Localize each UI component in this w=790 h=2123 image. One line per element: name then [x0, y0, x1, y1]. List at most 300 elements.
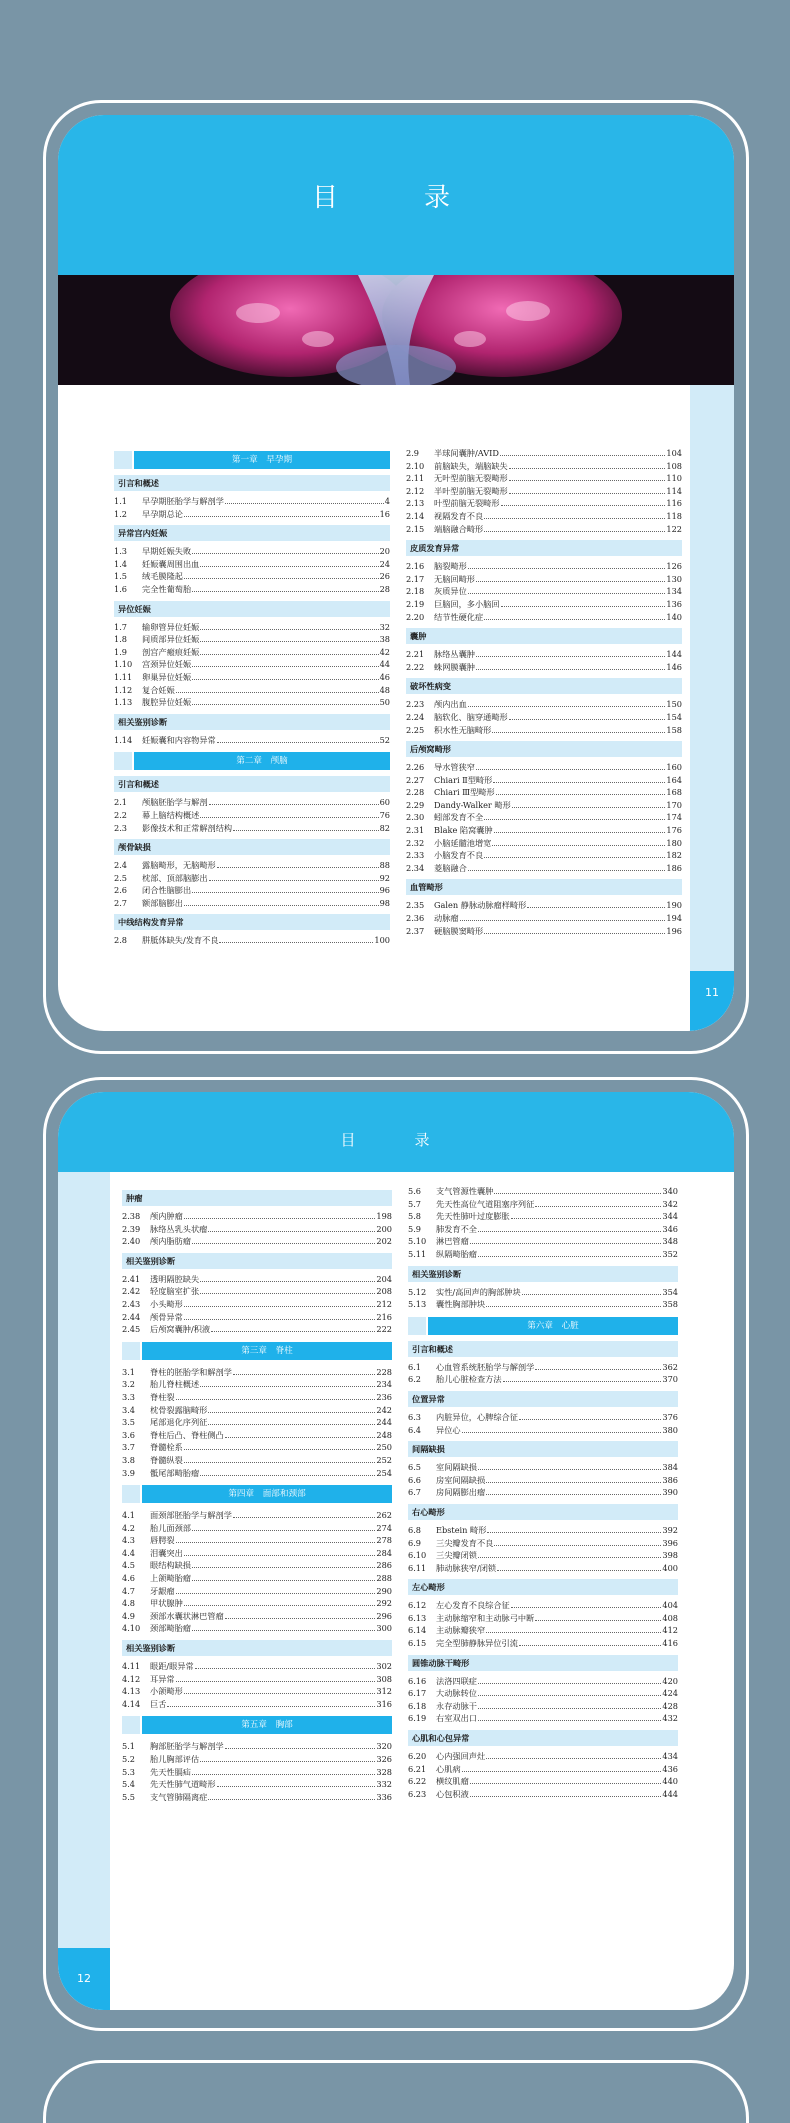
toc-entry[interactable] [114, 558, 390, 571]
toc-entry[interactable] [122, 1547, 392, 1560]
toc-entry[interactable] [408, 1235, 678, 1248]
dot-leader [478, 1687, 661, 1696]
dot-leader [535, 1198, 661, 1207]
dot-leader [478, 1461, 661, 1470]
entry-number: 4.4 [122, 1547, 136, 1558]
toc-entry[interactable] [122, 1597, 392, 1610]
toc-entry[interactable] [114, 621, 390, 634]
entry-title: 无叶型前脑无裂畸形 [434, 473, 508, 484]
entry-page: 234 [376, 1379, 392, 1390]
dot-leader [468, 560, 666, 569]
toc-entry[interactable] [408, 1461, 678, 1474]
toc-entry[interactable] [122, 1791, 392, 1804]
section-heading[interactable]: 相关鉴别诊断 [122, 1640, 392, 1656]
section-heading[interactable]: 引言和概述 [114, 776, 390, 792]
section-heading[interactable]: 后颅窝畸形 [406, 741, 682, 757]
toc-entry[interactable] [408, 1210, 678, 1223]
dot-leader [184, 1311, 376, 1320]
entry-number: 2.36 [406, 913, 425, 924]
entry-title: 脊髓纵裂 [150, 1454, 183, 1465]
entry-title: 小头畸形 [150, 1298, 183, 1309]
toc-entry[interactable] [114, 545, 390, 558]
toc-entry[interactable] [122, 1273, 392, 1286]
entry-page: 202 [376, 1236, 392, 1247]
dot-leader [470, 1775, 662, 1784]
toc-entry[interactable] [114, 796, 390, 809]
entry-number: 5.12 [408, 1286, 427, 1297]
entry-page: 122 [666, 523, 682, 534]
dot-leader [496, 786, 666, 795]
toc-entry[interactable] [406, 862, 682, 875]
entry-number: 3.3 [122, 1391, 136, 1402]
toc-entry[interactable] [122, 1522, 392, 1535]
dot-leader [512, 799, 666, 808]
toc-entry[interactable] [122, 1660, 392, 1673]
entry-number: 2.8 [114, 935, 128, 946]
entry-number: 6.8 [408, 1524, 422, 1535]
toc-entry[interactable] [114, 684, 390, 697]
toc-entry[interactable] [114, 495, 390, 508]
dot-leader [195, 1660, 376, 1669]
toc-entry[interactable] [408, 1750, 678, 1763]
chapter-heading [114, 451, 390, 469]
entry-title: 主动脉缩窄和主动脉弓中断 [436, 1612, 535, 1623]
section-heading[interactable]: 右心畸形 [408, 1504, 678, 1520]
entry-page: 320 [376, 1741, 392, 1752]
entry-title: 影像技术和正常解剖结构 [142, 822, 233, 833]
entry-title: 端脑融合畸形 [434, 523, 484, 534]
chapter-title[interactable]: 第四章 面部和颈部 [142, 1485, 392, 1503]
entry-title: 颅骨异常 [150, 1311, 183, 1322]
toc-entry[interactable] [122, 1610, 392, 1623]
page-1-side-bar [690, 385, 734, 1031]
toc-entry[interactable] [406, 824, 682, 837]
toc-entry[interactable] [122, 1685, 392, 1698]
entry-title: 巨舌 [150, 1698, 167, 1709]
toc-entry[interactable] [408, 1185, 678, 1198]
toc-entry[interactable] [406, 912, 682, 925]
toc-entry[interactable] [122, 1391, 392, 1404]
toc-entry[interactable] [122, 1298, 392, 1311]
dot-leader [208, 1223, 375, 1232]
toc-entry[interactable] [406, 560, 682, 573]
toc-entry[interactable] [122, 1778, 392, 1791]
toc-entry[interactable] [406, 661, 682, 674]
toc-entry[interactable] [408, 1775, 678, 1788]
section-heading[interactable]: 引言和概述 [114, 475, 390, 491]
toc-entry[interactable] [114, 646, 390, 659]
toc-entry[interactable] [406, 786, 682, 799]
entry-page: 174 [666, 812, 682, 823]
dot-leader [468, 585, 666, 594]
entry-page: 392 [662, 1524, 678, 1535]
toc-entry[interactable] [114, 884, 390, 897]
toc-entry[interactable] [114, 696, 390, 709]
toc-entry[interactable] [406, 849, 682, 862]
entry-number: 1.2 [114, 508, 128, 519]
entry-title: 宫颈异位妊娠 [142, 659, 192, 670]
toc-entry[interactable] [406, 761, 682, 774]
entry-page: 262 [376, 1510, 392, 1521]
section-heading[interactable]: 异位妊娠 [114, 601, 390, 617]
toc-entry[interactable] [114, 734, 390, 747]
toc-entry[interactable] [114, 897, 390, 910]
entry-page: 412 [662, 1625, 678, 1636]
section-heading[interactable]: 肿瘤 [122, 1190, 392, 1206]
toc-entry[interactable] [122, 1378, 392, 1391]
dot-leader [184, 1547, 376, 1556]
entry-title: 颅内肿瘤 [150, 1211, 183, 1221]
toc-entry[interactable] [122, 1698, 392, 1711]
entry-page: 440 [662, 1776, 678, 1787]
entry-title: 法洛四联症 [436, 1675, 477, 1686]
entry-page: 332 [376, 1779, 392, 1790]
toc-entry[interactable] [114, 822, 390, 835]
toc-entry[interactable] [122, 1740, 392, 1753]
toc-entry[interactable] [406, 447, 682, 460]
toc-entry[interactable] [408, 1361, 678, 1374]
toc-entry[interactable] [408, 1373, 678, 1386]
toc-entry[interactable] [122, 1223, 392, 1236]
entry-page: 186 [666, 862, 682, 873]
entry-page: 158 [666, 724, 682, 735]
toc-entry[interactable] [114, 570, 390, 583]
section-heading[interactable]: 相关鉴别诊断 [122, 1253, 392, 1269]
dot-leader [200, 809, 378, 818]
toc-entry[interactable] [122, 1572, 392, 1585]
chapter-marker [114, 752, 132, 770]
toc-entry[interactable] [406, 811, 682, 824]
entry-page: 42 [379, 646, 390, 657]
entry-title: 后颅窝囊肿/积液 [150, 1324, 211, 1335]
entry-title: 蛛网膜囊肿 [434, 661, 475, 672]
entry-page: 4 [384, 496, 390, 506]
entry-page: 424 [662, 1688, 678, 1699]
toc-entry[interactable] [122, 1235, 392, 1248]
dot-leader [184, 897, 379, 906]
entry-title: Chiari Ⅱ型畸形 [434, 774, 493, 785]
dot-leader [192, 884, 378, 893]
toc-entry[interactable] [122, 1467, 392, 1480]
section-heading[interactable]: 皮质发育异常 [406, 540, 682, 556]
toc-entry[interactable] [408, 1411, 678, 1424]
section-heading[interactable]: 相关鉴别诊断 [408, 1266, 678, 1282]
dot-leader [492, 724, 665, 733]
section-heading[interactable]: 引言和概述 [408, 1341, 678, 1357]
dot-leader [476, 761, 665, 770]
section-heading[interactable]: 破坏性病变 [406, 678, 682, 694]
toc-entry[interactable] [408, 1524, 678, 1537]
entry-number: 1.9 [114, 646, 128, 657]
entry-number: 6.14 [408, 1625, 427, 1636]
toc-entry[interactable] [122, 1323, 392, 1336]
entry-page: 76 [379, 809, 390, 820]
toc-entry[interactable] [114, 671, 390, 684]
entry-title: Ebstein 畸形 [436, 1524, 487, 1535]
toc-entry[interactable] [406, 799, 682, 812]
toc-entry[interactable] [406, 611, 682, 624]
entry-page: 194 [666, 913, 682, 924]
dot-leader [476, 661, 665, 670]
toc-entry[interactable] [408, 1712, 678, 1725]
toc-entry[interactable] [408, 1248, 678, 1261]
toc-entry[interactable] [122, 1622, 392, 1635]
entry-page: 126 [666, 561, 682, 572]
entry-title: Chiari Ⅲ型畸形 [434, 787, 495, 798]
dot-leader [519, 1637, 661, 1646]
entry-title: 支气管源性囊肿 [436, 1186, 494, 1196]
toc-entry[interactable] [122, 1509, 392, 1522]
dot-leader [192, 583, 378, 592]
entry-title: 永存动脉干 [436, 1700, 477, 1711]
section-heading[interactable]: 圆锥动脉干畸形 [408, 1655, 678, 1671]
section-heading[interactable]: 血管畸形 [406, 879, 682, 895]
toc-entry[interactable] [122, 1311, 392, 1324]
toc-entry[interactable] [406, 523, 682, 536]
toc-entry[interactable] [406, 485, 682, 498]
toc-entry[interactable] [122, 1416, 392, 1429]
toc-entry[interactable] [122, 1366, 392, 1379]
entry-title: 绒毛膜隆起 [142, 571, 183, 582]
entry-page: 136 [666, 598, 682, 609]
toc-entry[interactable] [408, 1788, 678, 1801]
section-heading[interactable]: 中线结构发育异常 [114, 914, 390, 930]
entry-number: 2.23 [406, 699, 425, 710]
toc-entry[interactable] [122, 1673, 392, 1686]
entry-number: 4.12 [122, 1673, 141, 1684]
dot-leader [468, 698, 666, 707]
toc-entry[interactable] [122, 1441, 392, 1454]
toc-entry[interactable] [406, 711, 682, 724]
entry-title: 耳异常 [150, 1673, 175, 1684]
entry-number: 3.8 [122, 1454, 136, 1465]
section-heading[interactable]: 位置异常 [408, 1391, 678, 1407]
entry-number: 4.2 [122, 1522, 136, 1533]
chapter-title[interactable]: 第一章 早孕期 [134, 451, 390, 469]
toc-entry[interactable] [408, 1424, 678, 1437]
entry-page: 198 [376, 1211, 392, 1221]
entry-page: 284 [376, 1547, 392, 1558]
toc-entry[interactable] [408, 1537, 678, 1550]
toc-entry[interactable] [408, 1637, 678, 1650]
entry-title: 菱脑融合 [434, 862, 467, 873]
toc-entry[interactable] [408, 1763, 678, 1776]
entry-page: 92 [379, 872, 390, 883]
entry-number: 3.9 [122, 1467, 136, 1478]
chapter-title[interactable]: 第五章 胸部 [142, 1716, 392, 1734]
entry-page: 436 [662, 1763, 678, 1774]
toc-entry[interactable] [114, 872, 390, 885]
dot-leader [176, 1391, 376, 1400]
chapter-title[interactable]: 第二章 颅脑 [134, 752, 390, 770]
entry-page: 380 [662, 1424, 678, 1435]
entry-page: 354 [662, 1286, 678, 1297]
toc-entry[interactable] [122, 1454, 392, 1467]
entry-title: 尾部退化序列征 [150, 1417, 208, 1428]
toc-entry[interactable] [408, 1549, 678, 1562]
toc-entry[interactable] [406, 497, 682, 510]
entry-number: 6.17 [408, 1688, 427, 1699]
toc-entry[interactable] [406, 472, 682, 485]
toc-entry[interactable] [114, 583, 390, 596]
entry-title: 面颈部胚胎学与解剖学 [150, 1510, 232, 1521]
entry-number: 2.43 [122, 1298, 141, 1309]
entry-number: 5.6 [408, 1186, 422, 1196]
entry-number: 2.33 [406, 850, 425, 861]
toc-entry[interactable] [408, 1198, 678, 1211]
toc-entry[interactable] [406, 774, 682, 787]
toc-entry[interactable] [406, 510, 682, 523]
toc-entry[interactable] [408, 1223, 678, 1236]
toc-entry[interactable] [114, 658, 390, 671]
dot-leader [184, 570, 379, 579]
section-heading[interactable]: 囊肿 [406, 628, 682, 644]
entry-number: 6.9 [408, 1537, 422, 1548]
toc-entry[interactable] [114, 809, 390, 822]
entry-page: 278 [376, 1535, 392, 1546]
dot-leader [200, 558, 378, 567]
entry-page: 176 [666, 825, 682, 836]
toc-entry[interactable] [408, 1486, 678, 1499]
toc-entry[interactable] [408, 1599, 678, 1612]
entry-title: 完全型肺静脉异位引流 [436, 1638, 518, 1649]
chapter-marker [122, 1485, 140, 1503]
toc-entry[interactable] [114, 934, 390, 947]
toc-entry[interactable] [408, 1286, 678, 1299]
dot-leader [200, 1285, 375, 1294]
entry-title: 额部脑膨出 [142, 897, 183, 908]
toc-entry[interactable] [408, 1474, 678, 1487]
entry-page: 134 [666, 586, 682, 597]
toc-entry[interactable] [406, 598, 682, 611]
entry-number: 2.29 [406, 799, 425, 810]
dot-leader [527, 899, 665, 908]
entry-title: 胎儿脊柱概述 [150, 1379, 200, 1390]
dot-leader [470, 1235, 662, 1244]
toc-entry[interactable] [406, 925, 682, 938]
entry-title: 剖宫产瘢痕妊娠 [142, 646, 200, 657]
toc-entry[interactable] [122, 1766, 392, 1779]
dot-leader [192, 671, 378, 680]
dot-leader [511, 1599, 662, 1608]
entry-number: 6.11 [408, 1562, 427, 1573]
chapter-title[interactable]: 第三章 脊柱 [142, 1342, 392, 1360]
entry-page: 404 [662, 1600, 678, 1611]
toc-entry[interactable] [114, 508, 390, 521]
toc-entry[interactable] [408, 1624, 678, 1637]
toc-entry[interactable] [406, 460, 682, 473]
entry-page: 32 [379, 621, 390, 632]
toc-entry[interactable] [406, 573, 682, 586]
entry-number: 1.4 [114, 558, 128, 569]
entry-number: 2.30 [406, 812, 425, 823]
dot-leader [501, 497, 666, 506]
entry-title: 心肌病 [436, 1763, 461, 1774]
entry-number: 1.14 [114, 734, 133, 745]
entry-page: 244 [376, 1417, 392, 1428]
entry-title: 实性/高回声的胸部肿块 [436, 1286, 521, 1297]
entry-page: 208 [376, 1286, 392, 1297]
entry-page: 96 [379, 885, 390, 896]
entry-title: 胎儿面颈部 [150, 1522, 191, 1533]
entry-number: 2.31 [406, 825, 425, 836]
toc-entry[interactable] [406, 724, 682, 737]
dot-leader [519, 1411, 661, 1420]
entry-number: 2.17 [406, 573, 425, 584]
toc-entry[interactable] [408, 1612, 678, 1625]
entry-page: 242 [376, 1404, 392, 1415]
dot-leader [500, 447, 665, 456]
section-heading[interactable]: 左心畸形 [408, 1579, 678, 1595]
toc-entry[interactable] [122, 1285, 392, 1298]
dot-leader [462, 1424, 662, 1433]
entry-page: 180 [666, 837, 682, 848]
section-heading[interactable]: 颅骨缺损 [114, 839, 390, 855]
toc-entry[interactable] [122, 1559, 392, 1572]
entry-title: 泪囊突出 [150, 1547, 183, 1558]
entry-page: 82 [379, 822, 390, 833]
section-heading[interactable]: 异常宫内妊娠 [114, 525, 390, 541]
section-heading[interactable]: 相关鉴别诊断 [114, 714, 390, 730]
toc-entry[interactable] [122, 1753, 392, 1766]
entry-number: 3.7 [122, 1442, 136, 1453]
toc-entry[interactable] [122, 1404, 392, 1417]
entry-number: 2.22 [406, 661, 425, 672]
toc-entry[interactable] [114, 633, 390, 646]
toc-entry[interactable] [122, 1585, 392, 1598]
toc-entry[interactable] [408, 1687, 678, 1700]
entry-title: 露脑畸形，无脑畸形 [142, 860, 216, 871]
page-3-frame-edge [43, 2060, 749, 2123]
entry-page: 288 [376, 1573, 392, 1584]
entry-title: 颈部水囊状淋巴管瘤 [150, 1610, 224, 1621]
toc-entry[interactable] [122, 1534, 392, 1547]
entry-page: 326 [376, 1754, 392, 1764]
entry-number: 6.12 [408, 1600, 427, 1611]
toc-entry[interactable] [114, 859, 390, 872]
entry-page: 390 [662, 1487, 678, 1498]
dot-leader [192, 545, 378, 554]
toc-entry[interactable] [406, 698, 682, 711]
section-heading[interactable]: 间隔缺损 [408, 1441, 678, 1457]
entry-title: 小脑发育不良 [434, 850, 484, 861]
toc-entry[interactable] [406, 648, 682, 661]
toc-entry[interactable] [408, 1562, 678, 1575]
toc-entry[interactable] [122, 1210, 392, 1223]
chapter-title[interactable]: 第六章 心脏 [428, 1317, 678, 1335]
toc-entry[interactable] [406, 585, 682, 598]
entry-number: 5.7 [408, 1198, 422, 1209]
section-heading[interactable]: 心肌和心包异常 [408, 1730, 678, 1746]
toc-entry[interactable] [408, 1700, 678, 1713]
entry-title: 先天性高位气道阻塞序列征 [436, 1198, 535, 1209]
entry-title: 枕骨裂露脑畸形 [150, 1404, 208, 1415]
entry-number: 2.14 [406, 510, 425, 521]
entry-page: 336 [376, 1791, 392, 1802]
dot-leader [486, 1486, 661, 1495]
toc-entry[interactable] [406, 837, 682, 850]
entry-number: 2.3 [114, 822, 128, 833]
toc-entry[interactable] [406, 899, 682, 912]
entry-page: 358 [662, 1299, 678, 1310]
toc-entry[interactable] [408, 1675, 678, 1688]
toc-entry[interactable] [122, 1429, 392, 1442]
entry-title: 心包积液 [436, 1788, 469, 1799]
entry-title: 脊柱的胚胎学和解剖学 [150, 1366, 232, 1377]
entry-title: 室间隔缺损 [436, 1462, 477, 1473]
toc-entry[interactable] [408, 1298, 678, 1311]
entry-title: 甲状腺肿 [150, 1598, 183, 1609]
